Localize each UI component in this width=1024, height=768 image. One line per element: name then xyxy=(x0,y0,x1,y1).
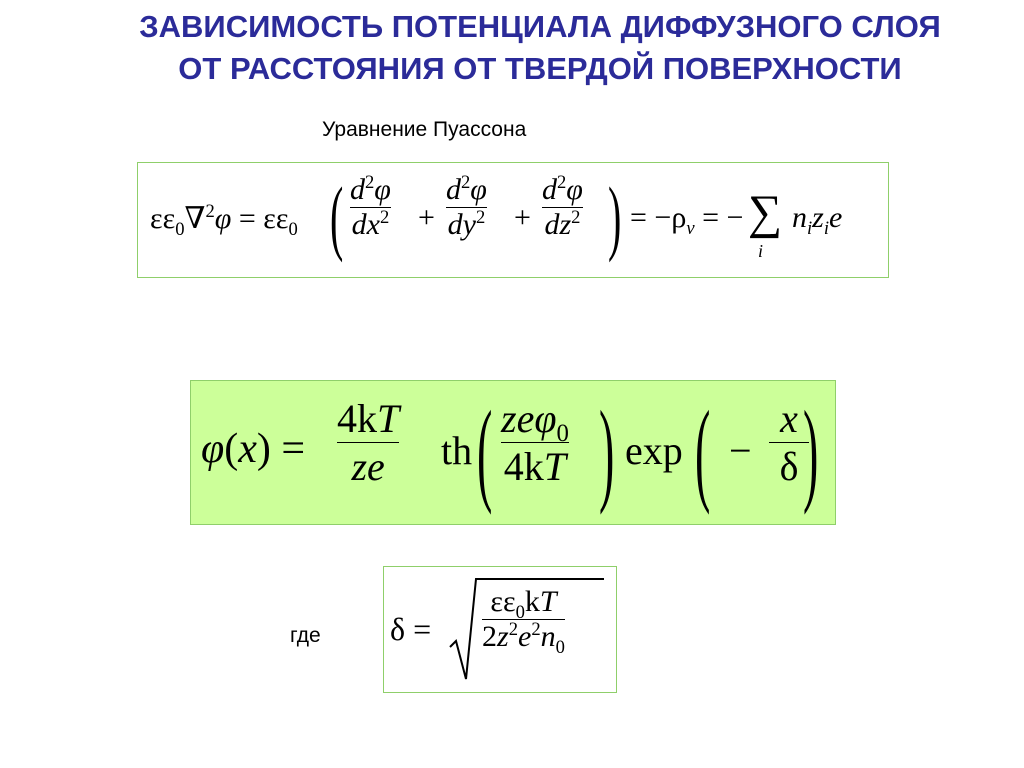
eq1-frac-z: $d^2\varphi$ $dz^2$ xyxy=(542,172,583,241)
eq2-paren-1-right: ) xyxy=(599,387,615,515)
where-label: где xyxy=(290,624,321,647)
title-line-1: ЗАВИСИМОСТЬ ПОТЕНЦИАЛА ДИФФУЗНОГО СЛОЯ xyxy=(139,9,941,44)
eq2-paren-2-right: ) xyxy=(803,387,819,515)
eq1-plus-1: + xyxy=(418,201,435,234)
title-line-2: ОТ РАССТОЯНИЯ ОТ ТВЕРДОЙ ПОВЕРХНОСТИ xyxy=(178,51,902,86)
eq1-plus-2: + xyxy=(514,201,531,234)
eq3-lhs: δ = xyxy=(390,611,432,647)
eq1-sum-index: i xyxy=(758,241,764,261)
eq3-frac: $\varepsilon\varepsilon_0kT$ $2z^2e^2n_0$ xyxy=(482,585,565,658)
eq2-frac-arg: zeφ$_0$ 4kT xyxy=(501,396,569,489)
eq2-frac-x-delta: x δ xyxy=(769,395,809,490)
eq1-frac-y: $d^2\varphi$ $dy^2$ xyxy=(446,172,487,241)
eq1-sum-term: $n_iz_ie$ xyxy=(792,201,843,239)
debye-length-box xyxy=(383,566,617,693)
eq2-paren-2-left: ( xyxy=(695,387,711,515)
eq1-frac-x: $d^2\varphi$ $dx^2$ xyxy=(350,172,391,241)
eq1-right-paren: ) xyxy=(608,169,622,264)
poisson-equation-label: Уравнение Пуассона xyxy=(322,118,527,141)
potential-formula-box xyxy=(190,380,836,525)
eq2-minus: − xyxy=(729,428,752,473)
eq1-lhs: $\varepsilon\varepsilon_0\nabla^2\varphi = \varepsilon\varepsilon_0$ xyxy=(150,201,298,240)
poisson-equation-box xyxy=(137,162,889,278)
eq2-lhs: φ(x) = xyxy=(201,426,306,472)
eq2-th: th xyxy=(441,428,473,473)
eq1-rhs-rho: = $-\rho_v$ = − xyxy=(630,201,744,239)
eq2-frac-coeff: 4kT ze xyxy=(337,396,400,489)
page-title xyxy=(40,6,1024,90)
eq1-left-paren: ( xyxy=(330,169,344,264)
eq2-exp: exp xyxy=(625,428,683,473)
eq2-paren-1-left: ( xyxy=(477,387,493,515)
eq1-sum-sign: ∑ xyxy=(748,186,783,239)
